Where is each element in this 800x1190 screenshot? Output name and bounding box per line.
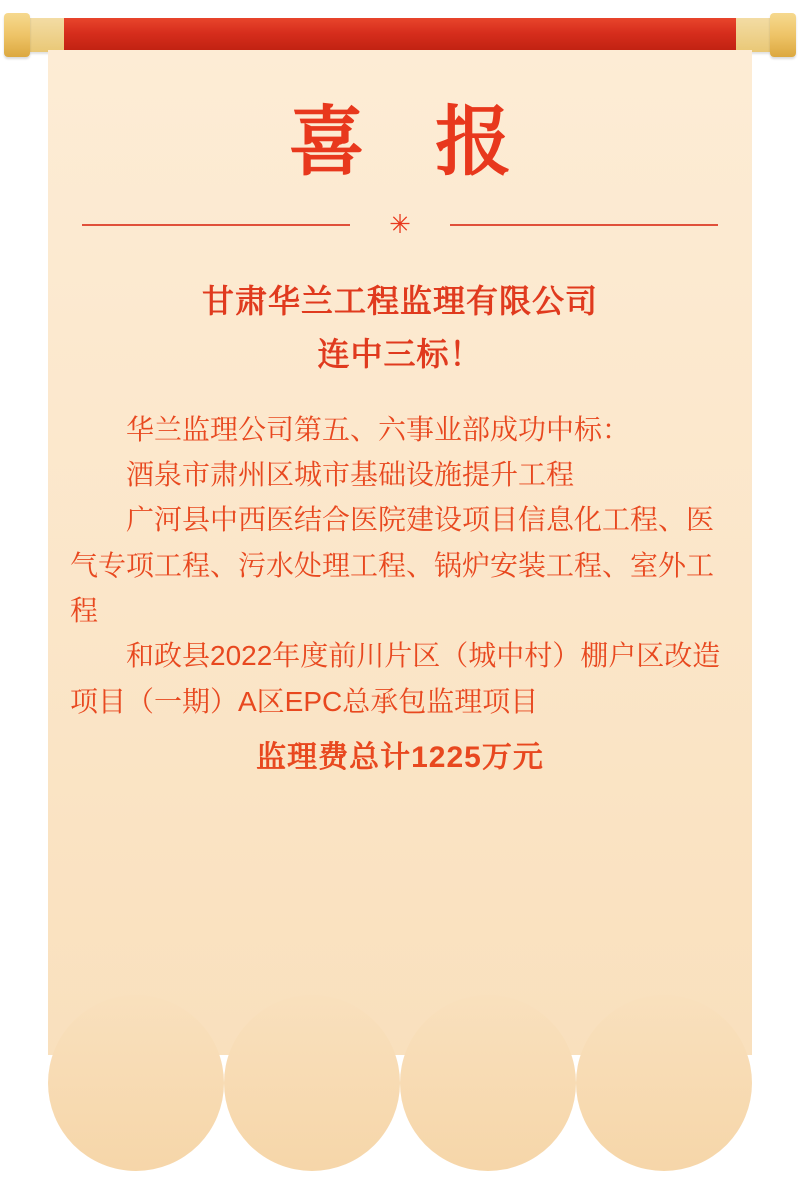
rod-cap-left-icon xyxy=(4,13,30,57)
banner-fold-left xyxy=(30,18,64,52)
divider xyxy=(82,211,718,237)
rod-cap-right-icon xyxy=(770,13,796,57)
scallop-lobe xyxy=(224,995,400,1171)
asterisk-ornament-icon: ✳ xyxy=(389,209,411,239)
body-paragraph: 广河县中西医结合医院建设项目信息化工程、医气专项工程、污水处理工程、锅炉安装工程、室外工程 xyxy=(70,504,715,627)
total-fee: 监理费总计1225万元 xyxy=(256,741,544,775)
divider-line-left xyxy=(82,224,350,226)
scallop-lobe xyxy=(400,995,576,1171)
body-text xyxy=(70,407,730,725)
body-paragraph: 华兰监理公司第五、六事业部成功中标： xyxy=(126,413,631,445)
banner-fold-right xyxy=(736,18,770,52)
body-paragraph: 和政县2022年度前川片区（城中村）棚户区改造项目（一期）A区EPC总承包监理项目 xyxy=(70,640,721,717)
headline-line-2: 连中三标！ xyxy=(317,335,483,372)
scallop-lobe xyxy=(576,995,752,1171)
divider-line-right xyxy=(450,224,718,226)
poster-title: 喜 报 xyxy=(288,97,534,186)
poster-content xyxy=(48,50,752,776)
banner-rod xyxy=(8,18,792,52)
headline xyxy=(70,275,730,381)
body-paragraph: 酒泉市肃州区城市基础设施提升工程 xyxy=(126,458,575,490)
headline-line-1: 甘肃华兰工程监理有限公司 xyxy=(201,283,598,319)
banner-scalloped-bottom xyxy=(48,1055,752,1175)
scallop-lobe xyxy=(48,995,224,1171)
